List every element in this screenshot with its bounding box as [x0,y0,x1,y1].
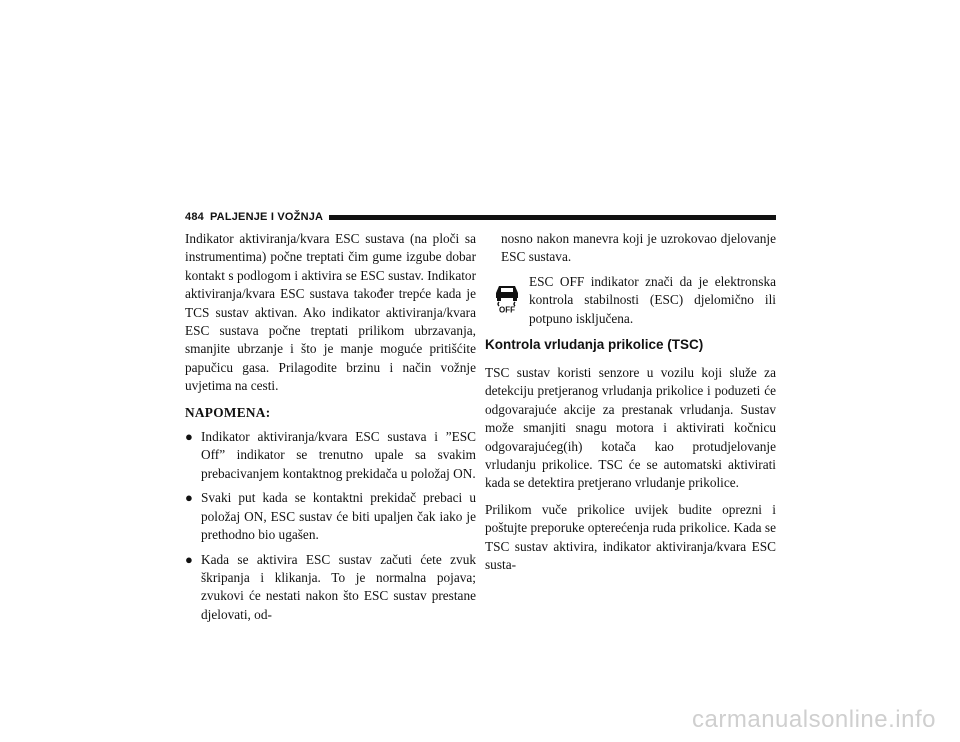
list-item-text: Kada se aktivira ESC sustav začuti ćete zvuk škripanja i klikanja. To je normalna pojava; zvukovi će nestati nakon što ESC sustav prestane djelovati, od- [201,551,476,622]
continuation-text: nosno nakon manevra koji je uzrokovao djelovanje ESC sustava. [501,231,776,265]
note-label: NAPOMENA: [185,404,271,420]
header-rule [329,215,776,220]
tsc-paragraph: TSC sustav koristi senzore u vozilu koji služe za detekciju pretjeranog vrludanja prikolice i poduzeti će odgovarajuće akcije za prestanak vrludanja. Sustav može smanjiti snagu motora i aktivirati kočnicu odgovarajućeg(ih) kotača kao protudjelovanje vrludanju prikolice. TSC će se automatski aktivirati kada se detektira pretjerano vrludanje prikolice. [485,365,776,491]
right-column [485,230,776,575]
note-list [185,428,476,624]
watermark: carmanualsonline.info [692,706,936,733]
bullet-icon: ● [185,429,193,445]
list-item [185,551,476,625]
left-column [185,230,476,630]
bullet-icon: ● [185,551,193,567]
esc-off-indicator-row [485,273,776,328]
towing-paragraph: Prilikom vuče prikolice uvijek budite oprezni i poštujte preporuke opterećenja ruda prikolice. Kada se TSC sustav aktivira, indikator aktiviranja/kvara ESC susta- [485,501,776,573]
tsc-heading: Kontrola vrludanja prikolice (TSC) [485,337,704,353]
list-item [185,489,476,544]
esc-off-icon-label: OFF [499,305,515,313]
esc-off-icon [494,283,520,313]
page-header [185,210,776,224]
section-title: PALJENJE I VOŽNJA [209,211,324,223]
list-item-text: Indikator aktiviranja/kvara ESC sustava i ”ESC Off” indikator se trenutno upale sa svakim prebacivanjem kontaktnog prekidača u položaj ON. [201,429,476,481]
list-item-text: Svaki put kada se kontaktni prekidač prebaci u položaj ON, ESC sustav će biti upaljen čak iako je prethodno bio ugašen. [201,490,476,543]
esc-off-description: ESC OFF indikator znači da je elektronska kontrola stabilnosti (ESC) djelomično ili potpuno isključena. [529,273,776,326]
list-item [185,428,476,483]
page-number: 484 [185,211,204,223]
intro-paragraph: Indikator aktiviranja/kvara ESC sustava (na ploči sa instrumentima) počne treptati čim gume izgube dobar kontakt s podlogom i aktivira se ESC sustav. Indikator aktiviranja/kvara ESC sustava također trepće kada je TCS sustav aktivan. Ako indikator aktiviranja/kvara ESC sustava počne treptati prilikom ubrzavanja, smanjite ubrzanje i što je manje moguće pritišćite papučicu gasa. Prilagodite brzinu i način vožnje uvjetima na cesti. [185,231,476,394]
bullet-icon: ● [185,490,193,506]
